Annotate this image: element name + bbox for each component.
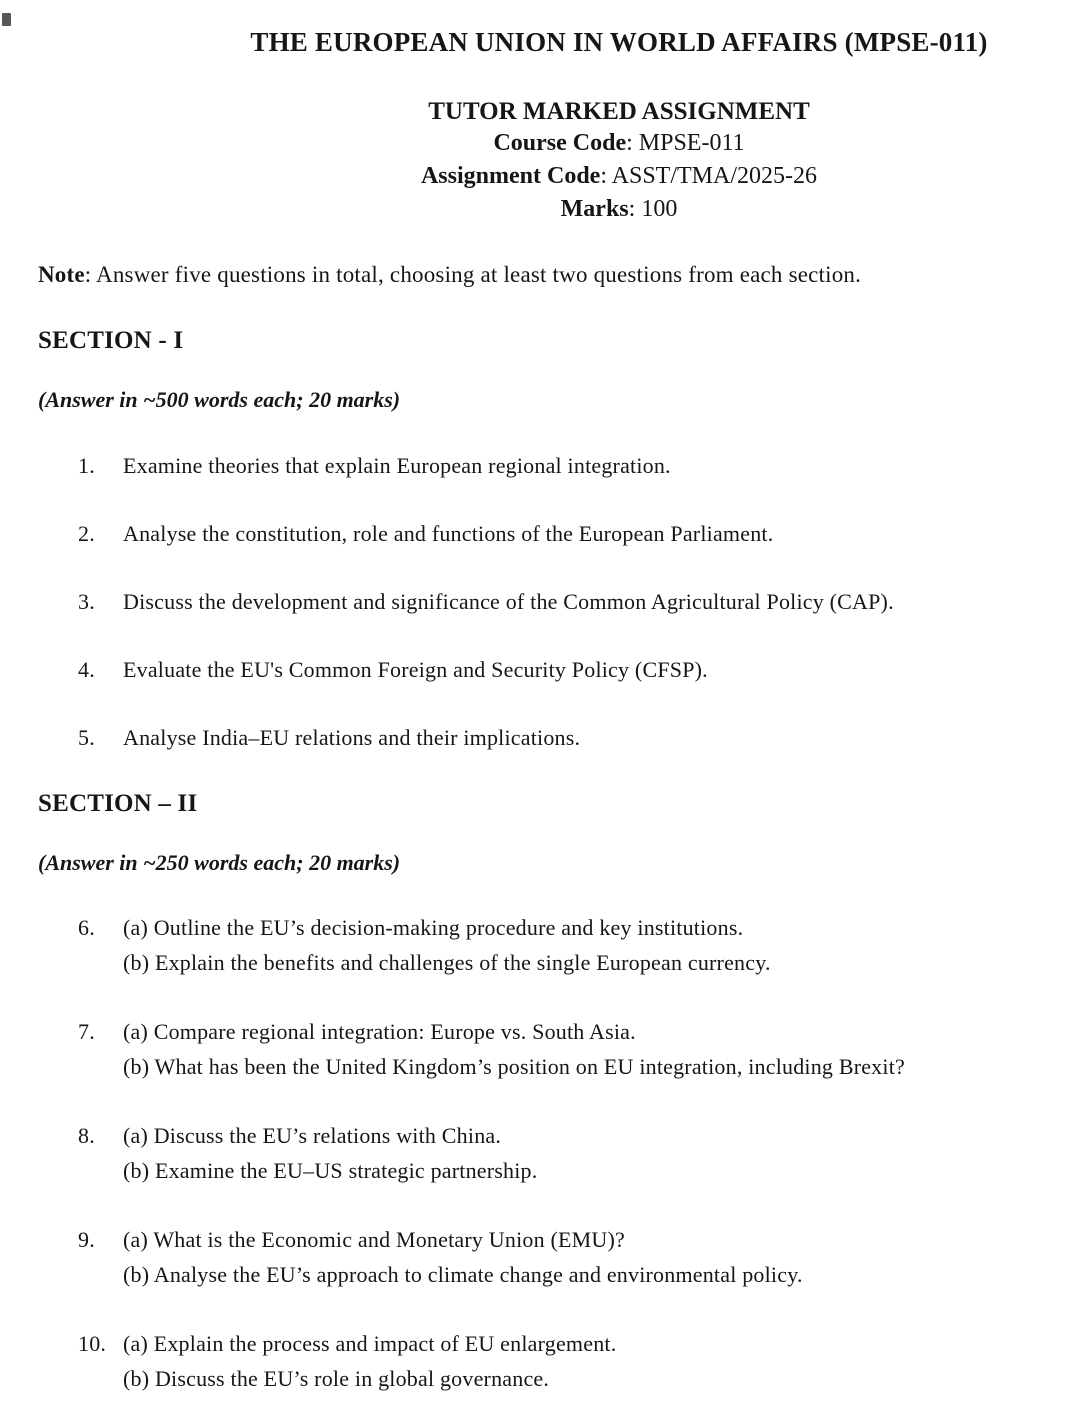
question-9-number: 9.: [78, 1227, 95, 1252]
assignment-code-value: : ASST/TMA/2025-26: [600, 163, 818, 189]
question-5-text: [123, 723, 1060, 753]
question-1-text: [123, 451, 1060, 481]
section-2: [38, 790, 1060, 1396]
question-7-text: [123, 1014, 1060, 1084]
note-line: [38, 260, 1060, 290]
scan-artifact: [2, 13, 11, 26]
question-5-number: 5.: [78, 725, 95, 750]
assignment-code-line: [178, 160, 1060, 193]
section-1-instruction: (Answer in ~500 words each; 20 marks): [38, 387, 401, 412]
question-line: Analyse the constitution, role and functions of the European Parliament.: [123, 521, 774, 546]
question-8-text: [123, 1118, 1060, 1188]
course-code-value: : MPSE-011: [626, 130, 745, 156]
question-6-number: 6.: [78, 915, 95, 940]
document-title: THE EUROPEAN UNION IN WORLD AFFAIRS (MPSE-011): [250, 27, 988, 57]
question-8-number: 8.: [78, 1123, 95, 1148]
assignment-heading: TUTOR MARKED ASSIGNMENT: [428, 98, 810, 125]
question-1: [38, 451, 1060, 481]
question-line-b: (b) Analyse the EU’s approach to climate change and environmental policy.: [123, 1262, 803, 1287]
question-line-a: (a) Discuss the EU’s relations with China.: [123, 1123, 502, 1148]
section-2-heading: SECTION – II: [38, 790, 198, 817]
question-line-b: (b) Examine the EU–US strategic partnership.: [123, 1158, 538, 1183]
question-6: [38, 910, 1060, 980]
question-line-a: (a) Outline the EU’s decision-making procedure and key institutions.: [123, 915, 744, 940]
question-2: [38, 519, 1060, 549]
question-line-b: (b) What has been the United Kingdom’s position on EU integration, including Brexit?: [123, 1054, 905, 1079]
section-1-heading: SECTION - I: [38, 327, 184, 354]
question-line-a: (a) Explain the process and impact of EU enlargement.: [123, 1331, 617, 1356]
question-7: [38, 1014, 1060, 1084]
question-7-number: 7.: [78, 1019, 95, 1044]
question-line-a: (a) Compare regional integration: Europe vs. South Asia.: [123, 1019, 636, 1044]
question-10-number: 10.: [78, 1331, 107, 1356]
question-6-text: [123, 910, 1060, 980]
question-8: [38, 1118, 1060, 1188]
question-3: [38, 587, 1060, 617]
course-code-line: [178, 127, 1060, 160]
question-line: Evaluate the EU's Common Foreign and Security Policy (CFSP).: [123, 657, 708, 682]
question-2-text: [123, 519, 1060, 549]
question-10: [38, 1326, 1060, 1396]
question-10-text: [123, 1326, 1060, 1396]
question-9: [38, 1222, 1060, 1292]
marks-value: : 100: [628, 196, 678, 222]
question-1-number: 1.: [78, 453, 95, 478]
question-5: [38, 723, 1060, 753]
question-line-a: (a) What is the Economic and Monetary Union (EMU)?: [123, 1227, 626, 1252]
marks-label: Marks: [560, 196, 629, 222]
question-4: [38, 655, 1060, 685]
question-line: Examine theories that explain European regional integration.: [123, 453, 671, 478]
assignment-code-label: Assignment Code: [420, 163, 601, 189]
section-2-instruction: (Answer in ~250 words each; 20 marks): [38, 850, 401, 875]
section-1: [38, 327, 1060, 753]
assignment-header-block: [38, 96, 1060, 226]
question-line-b: (b) Discuss the EU’s role in global governance.: [123, 1366, 550, 1391]
note-label: Note: [38, 262, 85, 287]
question-3-text: [123, 587, 1060, 617]
question-4-text: [123, 655, 1060, 685]
question-9-text: [123, 1222, 1060, 1292]
question-line-b: (b) Explain the benefits and challenges of the single European currency.: [123, 950, 771, 975]
question-4-number: 4.: [78, 657, 95, 682]
question-2-number: 2.: [78, 521, 95, 546]
question-3-number: 3.: [78, 589, 95, 614]
note-text: : Answer five questions in total, choosing at least two questions from each section.: [84, 262, 862, 287]
question-line: Analyse India–EU relations and their implications.: [123, 725, 581, 750]
course-code-label: Course Code: [493, 130, 627, 156]
question-line: Discuss the development and significance of the Common Agricultural Policy (CAP).: [123, 589, 894, 614]
marks-line: [178, 193, 1060, 226]
